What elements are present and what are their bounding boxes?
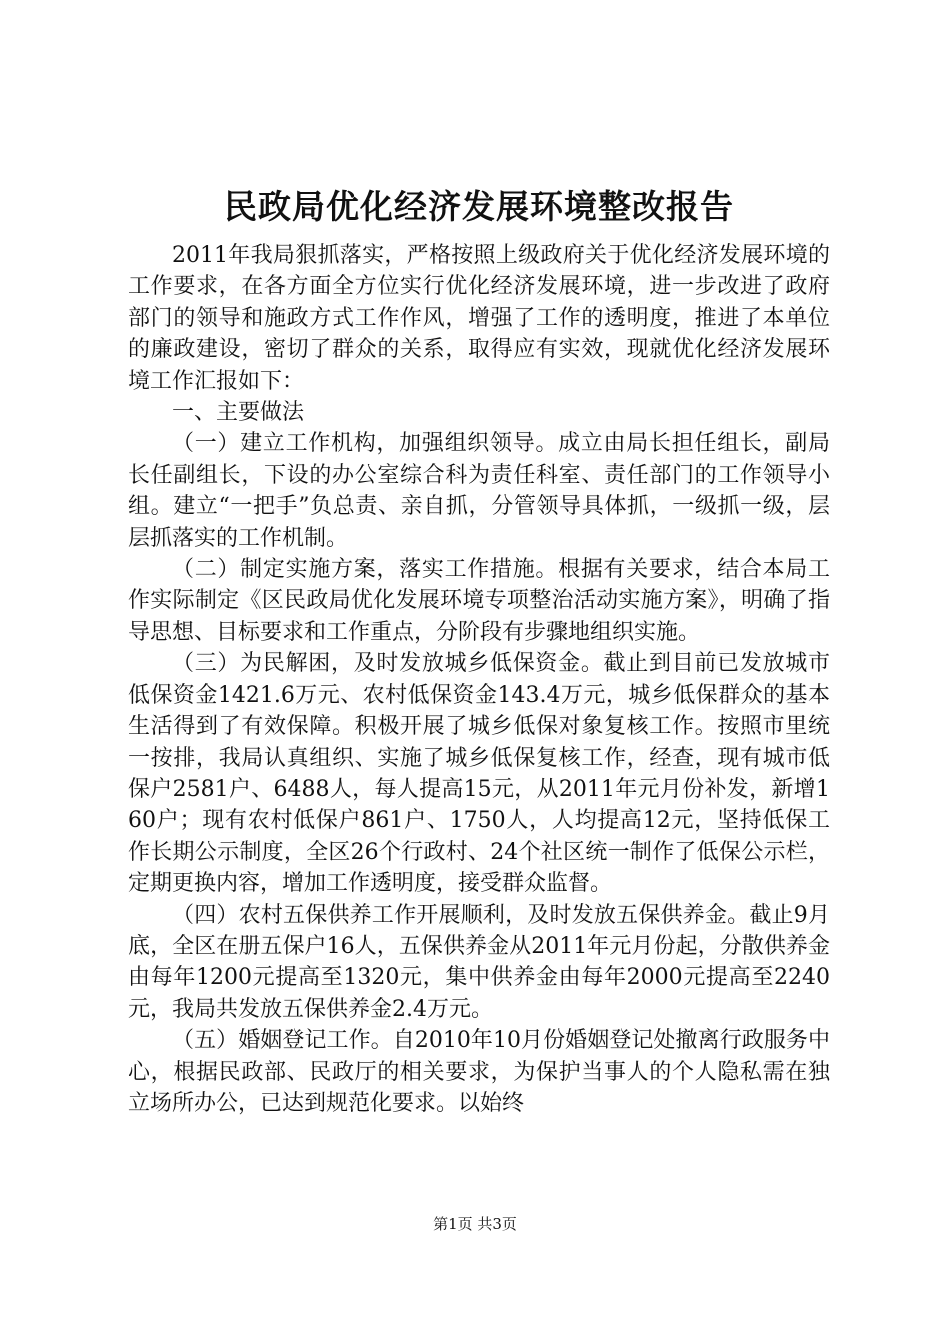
paragraph-intro: 2011年我局狠抓落实，严格按照上级政府关于优化经济发展环境的工作要求，在各方面全方位实行优化经济发展环境，进一步改进了政府部门的领导和施政方式工作作风，增强了工作的透明度，推进了本单位的廉政建设，密切了群众的关系，取得应有实效，现就优化经济发展环境工作汇报如下： <box>128 243 830 394</box>
paragraph-item-3: （三）为民解困，及时发放城乡低保资金。截止到目前已发放城市低保资金1421.6万元、农村低保资金143.4万元，城乡低保群众的基本生活得到了有效保障。积极开展了城乡低保对象复核工作。按照市里统一按排，我局认真组织、实施了城乡低保复核工作，经查，现有城市低保户2581户、6488人，每人提高15元，从2011年元月份补发，新增160户；现有农村低保户861户、1750人，人均提高12元，坚持低保工作长期公示制度，全区26个行政村、24个社区统一制作了低保公示栏，定期更换内容，增加工作透明度，接受群众监督。 <box>128 651 830 897</box>
page-footer: 第1页 共3页 <box>433 1215 517 1233</box>
paragraph-item-5: （五）婚姻登记工作。自2010年10月份婚姻登记处撤离行政服务中心，根据民政部、民政厅的相关要求，为保护当事人的个人隐私需在独立场所办公，已达到规范化要求。以始终 <box>128 1028 830 1116</box>
paragraph-item-4: （四）农村五保供养工作开展顺利，及时发放五保供养金。截止9月底，全区在册五保户16人，五保供养金从2011年元月份起，分散供养金由每年1200元提高至1320元，集中供养金由每年2000元提高至2240元，我局共发放五保供养金2.4万元。 <box>128 902 830 1022</box>
paragraph-item-2: （二）制定实施方案，落实工作措施。根据有关要求，结合本局工作实际制定《区民政局优化发展环境专项整治活动实施方案》，明确了指导思想、目标要求和工作重点，分阶段有步骤地组织实施。 <box>128 557 830 645</box>
document-title: 民政局优化经济发展环境整改报告 <box>224 187 734 226</box>
paragraph-item-1: （一）建立工作机构，加强组织领导。成立由局长担任组长，副局长任副组长，下设的办公室综合科为责任科室、责任部门的工作领导小组。建立“一把手”负总责、亲自抓，分管领导具体抓，一级抓一级，层层抓落实的工作机制。 <box>128 431 830 551</box>
document-page <box>128 180 830 1119</box>
section-heading: 一、主要做法 <box>172 400 305 426</box>
